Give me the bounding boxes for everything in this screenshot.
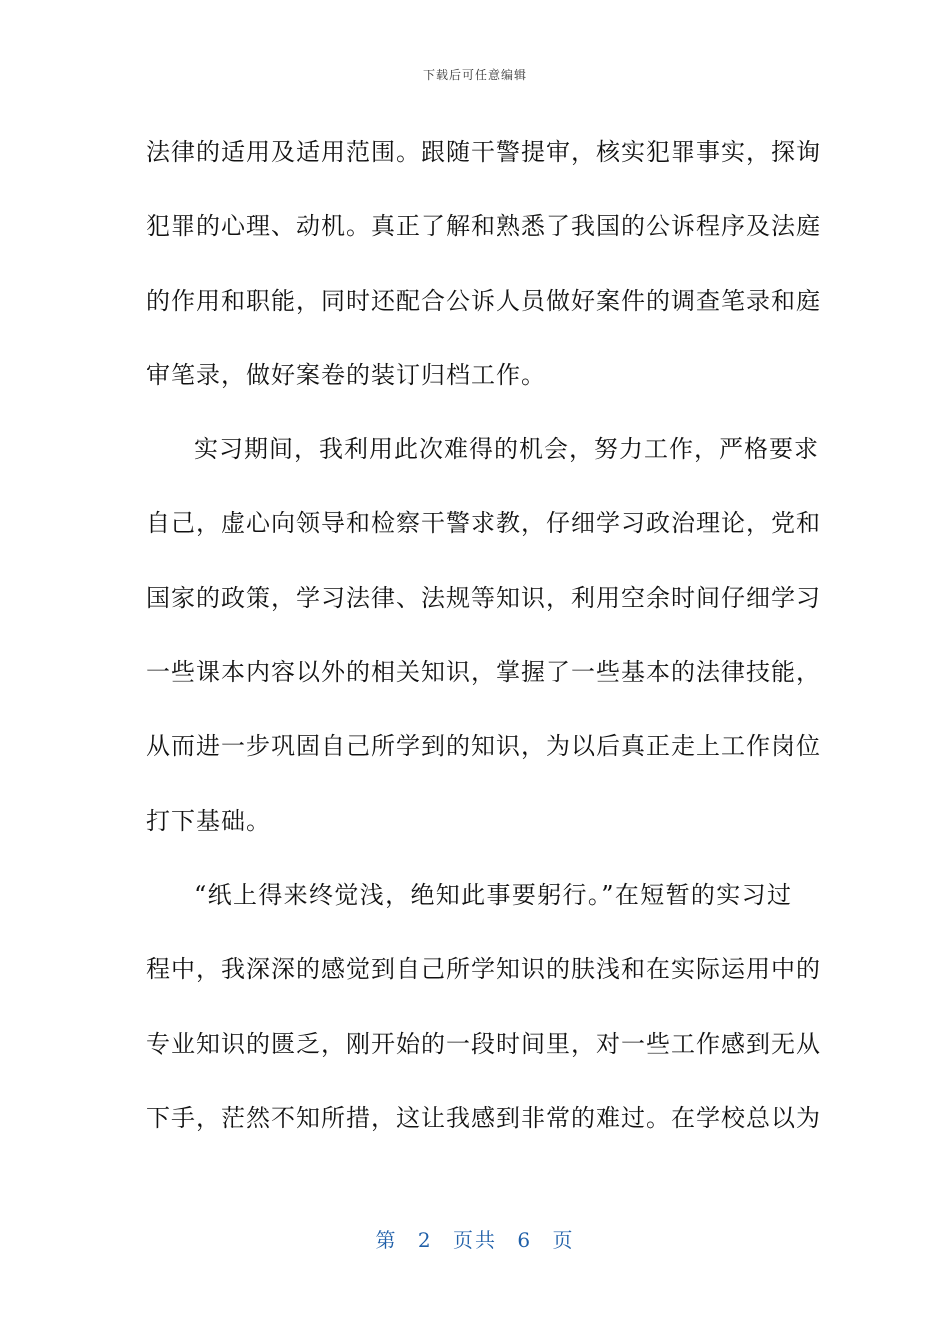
paragraph-1-line-2: 犯罪的心理、动机。真正了解和熟悉了我国的公诉程序及法庭 — [146, 212, 821, 241]
paragraph-3-line-1: “纸上得来终觉浅，绝知此事要躬行。”在短暂的实习过 — [194, 880, 792, 909]
paragraph-2-line-2: 自己，虚心向领导和检察干警求教，仔细学习政治理论，党和 — [146, 509, 821, 538]
paragraph-2-line-3: 国家的政策，学习法律、法规等知识，利用空余时间仔细学习 — [146, 583, 821, 612]
document-body — [146, 115, 821, 1155]
footer-suffix: 页 — [552, 1228, 575, 1252]
footer-total-pages: 6 — [517, 1228, 533, 1252]
paragraph-1-line-4: 审笔录，做好案卷的装订归档工作。 — [146, 360, 546, 389]
paragraph-3-line-2: 程中，我深深的感觉到自己所学知识的肤浅和在实际运用中的 — [146, 955, 821, 984]
paragraph-2-line-6: 打下基础。 — [146, 806, 271, 835]
paragraph-2-line-4: 一些课本内容以外的相关知识，掌握了一些基本的法律技能， — [146, 658, 821, 687]
footer-current-page: 2 — [417, 1228, 433, 1252]
footer-middle: 页共 — [453, 1228, 497, 1252]
paragraph-3-line-3: 专业知识的匮乏，刚开始的一段时间里，对一些工作感到无从 — [146, 1029, 821, 1058]
paragraph-1-line-1: 法律的适用及适用范围。跟随干警提审，核实犯罪事实，探询 — [146, 138, 821, 166]
paragraph-3-line-4: 下手，茫然不知所措，这让我感到非常的难过。在学校总以为 — [146, 1103, 821, 1132]
paragraph-2-line-5: 从而进一步巩固自己所学到的知识，为以后真正走上工作岗位 — [146, 732, 821, 761]
paragraph-2-line-1: 实习期间，我利用此次难得的机会，努力工作，严格要求 — [194, 435, 819, 464]
page-footer — [0, 1224, 950, 1253]
paragraph-1-line-3: 的作用和职能，同时还配合公诉人员做好案件的调查笔录和庭 — [146, 286, 821, 315]
footer-prefix: 第 — [375, 1228, 398, 1252]
page-header: 下载后可任意编辑 — [422, 68, 527, 82]
